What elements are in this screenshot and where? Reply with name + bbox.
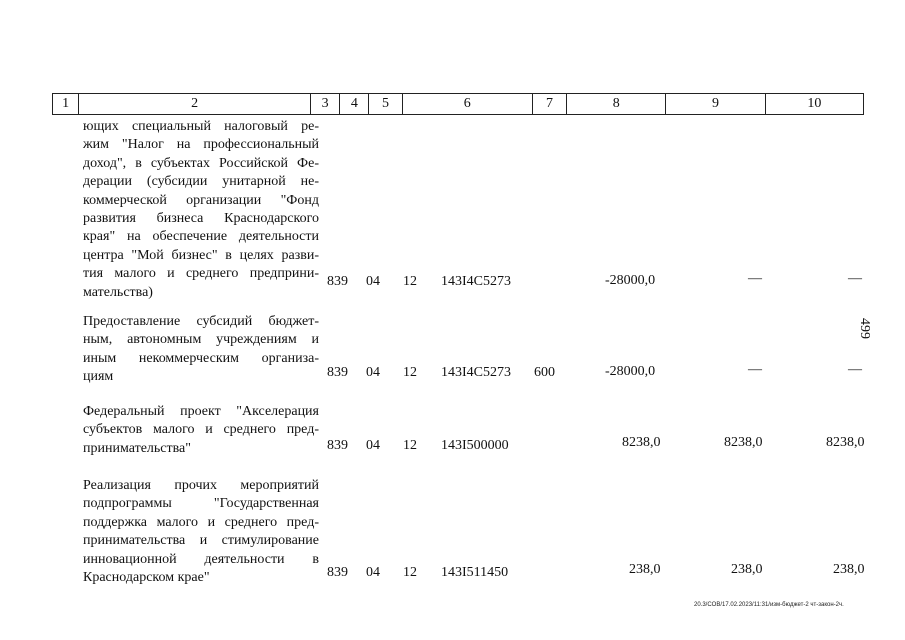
header-col-1: 1 <box>53 94 79 114</box>
cell-col6: 143I4C5273 <box>441 274 511 289</box>
table-header <box>52 93 864 115</box>
cell-col4: 04 <box>366 365 380 380</box>
cell-col4: 04 <box>366 274 380 289</box>
cell-col10: 8238,0 <box>826 435 865 450</box>
header-col-10: 10 <box>807 96 822 111</box>
header-col-6: 6 <box>403 94 533 114</box>
desc-line: Реализация прочих мероприятий <box>83 478 319 493</box>
header-col-4: 4 <box>340 94 369 114</box>
desc-line: центра "Мой бизнес" в целях разви- <box>83 247 319 263</box>
desc-line: Предоставление субсидий бюджет- <box>83 314 319 329</box>
desc-line: поддержка малого и среднего пред- <box>83 514 319 530</box>
row-description <box>83 477 319 587</box>
cell-col4: 04 <box>366 565 380 580</box>
header-col-7: 7 <box>533 94 567 114</box>
cell-col5: 12 <box>403 565 417 580</box>
cell-col9: 8238,0 <box>724 435 763 450</box>
cell-col9: — <box>748 362 762 377</box>
cell-col8: 8238,0 <box>622 435 661 450</box>
desc-line: Федеральный проект "Акселерация <box>83 404 319 419</box>
header-col-8: 8 <box>567 94 666 114</box>
desc-line: коммерческой организации "Фонд <box>83 192 319 208</box>
cell-col6: 143I4C5273 <box>441 365 511 380</box>
desc-line: подпрограммы "Государственная <box>83 496 319 512</box>
cell-col8: -28000,0 <box>605 273 656 288</box>
desc-line: мательства) <box>83 284 153 300</box>
cell-col6: 143I511450 <box>441 565 509 580</box>
desc-line: дерации (субсидии унитарной не- <box>83 174 319 190</box>
cell-col5: 12 <box>403 274 417 289</box>
cell-col10: — <box>848 362 862 377</box>
row-description <box>83 118 319 302</box>
desc-line: жим "Налог на профессиональный <box>83 137 319 153</box>
cell-col8: -28000,0 <box>605 364 656 379</box>
cell-col5: 12 <box>403 438 417 453</box>
desc-line: доход", в субъектах Российской Фе- <box>83 155 319 171</box>
cell-col3: 839 <box>327 365 348 380</box>
cell-col5: 12 <box>403 365 417 380</box>
row-description <box>83 403 319 458</box>
cell-col6: 143I500000 <box>441 438 509 453</box>
cell-col8: 238,0 <box>629 562 661 577</box>
header-col-2: 2 <box>79 94 311 114</box>
page-number: 499 <box>857 318 872 339</box>
cell-col4: 04 <box>366 438 380 453</box>
cell-col3: 839 <box>327 274 348 289</box>
row-description <box>83 313 319 387</box>
desc-line: края" на обеспечение деятельности <box>83 229 319 245</box>
desc-line: принимательства" <box>83 440 191 456</box>
cell-col10: 238,0 <box>833 562 865 577</box>
desc-line: субъектов малого и среднего пред- <box>83 422 319 438</box>
header-col-9: 9 <box>666 94 765 114</box>
desc-line: ющих специальный налоговый ре- <box>83 119 319 134</box>
cell-col3: 839 <box>327 565 348 580</box>
desc-line: Краснодарском крае" <box>83 570 210 586</box>
desc-line: ным, автономным учреждениям и <box>83 332 319 348</box>
desc-line: циям <box>83 369 114 385</box>
header-col-3: 3 <box>311 94 340 114</box>
cell-col3: 839 <box>327 438 348 453</box>
desc-line: тия малого и среднего предприни- <box>83 266 319 282</box>
desc-line: иным некоммерческим организа- <box>83 350 319 366</box>
document-footer: 20.3/COB/17.02.2023/11:31/изм-бюджет-2 чт-закон-2ч. <box>694 602 844 608</box>
cell-col7: 600 <box>534 365 555 380</box>
header-col-5: 5 <box>369 94 402 114</box>
desc-line: инновационной деятельности в <box>83 551 319 567</box>
desc-line: принимательства и стимулирование <box>83 533 319 549</box>
desc-line: развития бизнеса Краснодарского <box>83 211 319 227</box>
cell-col9: — <box>748 271 762 286</box>
cell-col9: 238,0 <box>731 562 763 577</box>
cell-col10: — <box>848 271 862 286</box>
